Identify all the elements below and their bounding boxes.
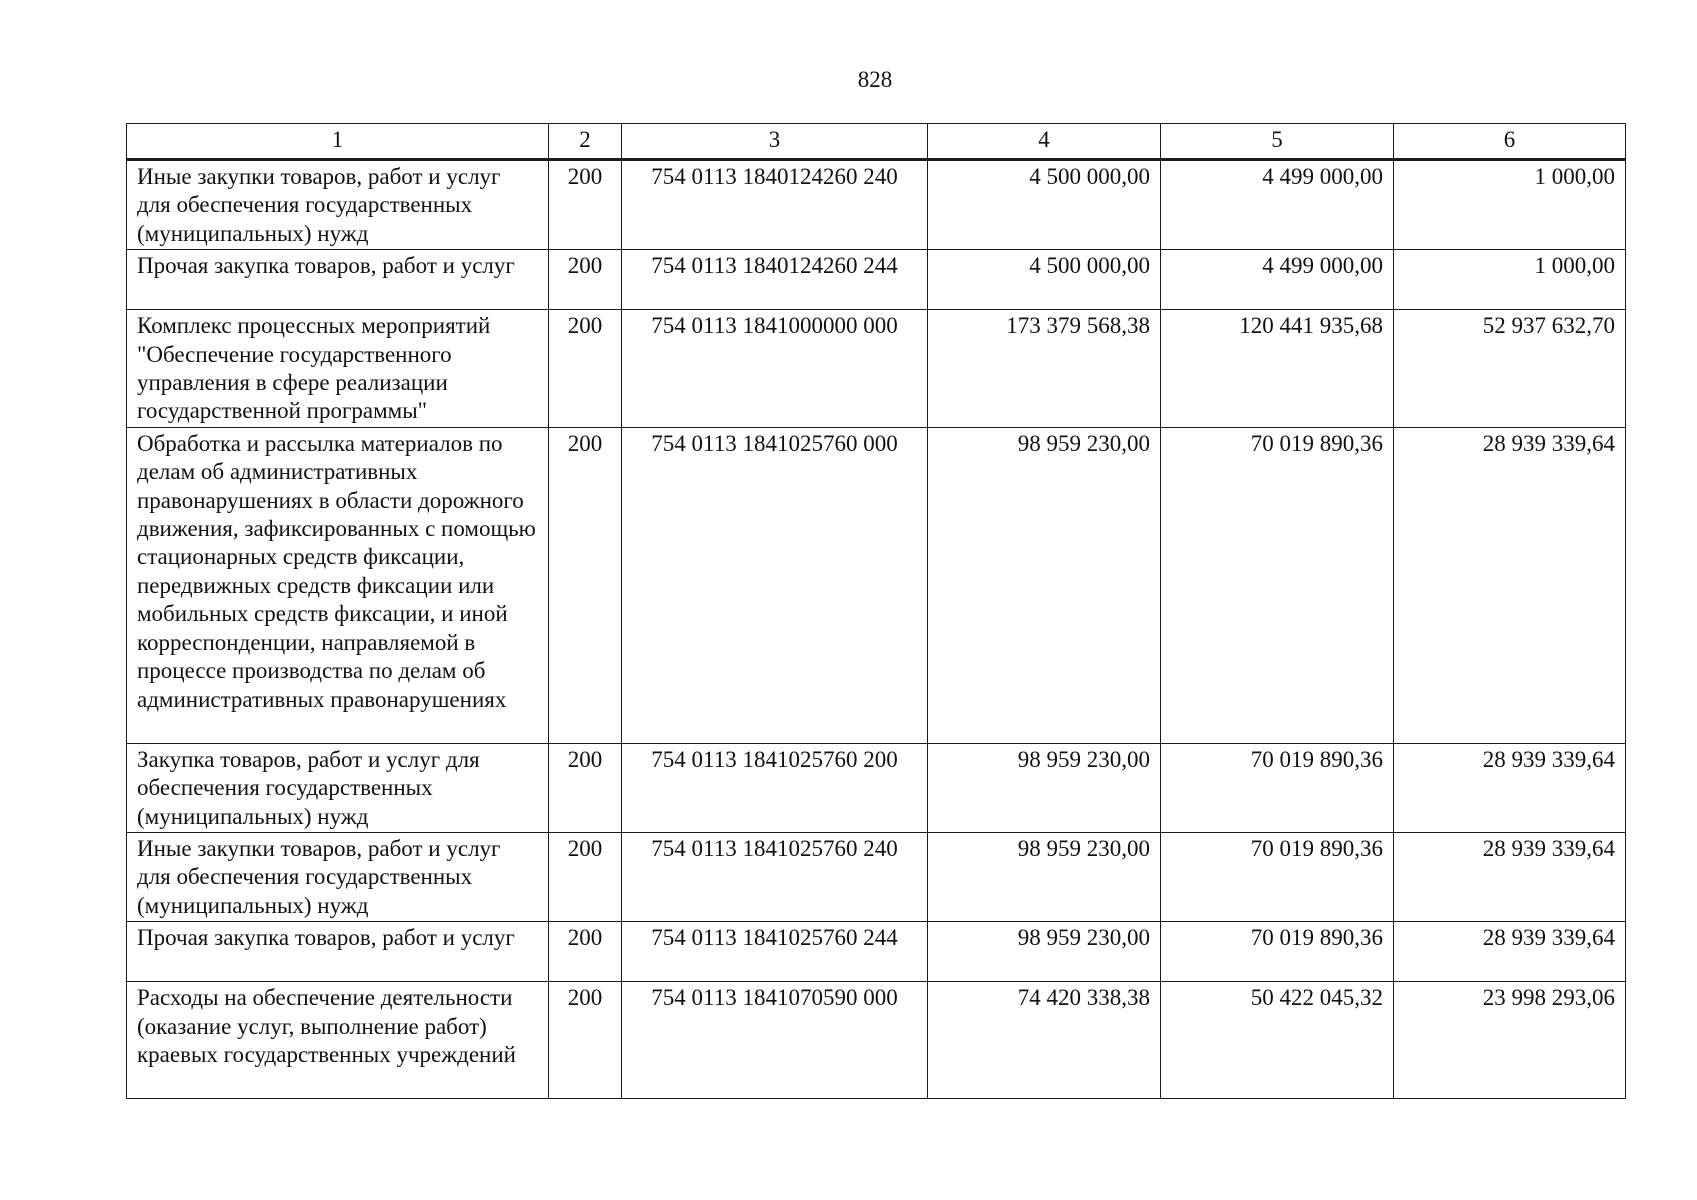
- column-header: 2: [549, 124, 622, 160]
- row-code: 754 0113 1841025760 000: [622, 427, 928, 743]
- row-value-5: 50 422 045,32: [1161, 982, 1394, 1099]
- row-value-5: 70 019 890,36: [1161, 743, 1394, 832]
- row-value-4: 98 959 230,00: [928, 743, 1161, 832]
- row-value-6: 52 937 632,70: [1394, 310, 1626, 428]
- row-value-4: 98 959 230,00: [928, 922, 1161, 982]
- column-header: 6: [1394, 124, 1626, 160]
- column-header: 1: [127, 124, 549, 160]
- row-code: 754 0113 1840124260 240: [622, 160, 928, 250]
- row-name: Иные закупки товаров, работ и услуг для обеспечения государственных (муниципальных) нужд: [127, 160, 549, 250]
- row-value-6: 28 939 339,64: [1394, 833, 1626, 922]
- row-name: Расходы на обеспечение деятельности (оказание услуг, выполнение работ) краевых государственных учреждений: [127, 982, 549, 1099]
- budget-table: [126, 123, 1626, 1099]
- column-header: 5: [1161, 124, 1394, 160]
- row-code: 754 0113 1841025760 240: [622, 833, 928, 922]
- column-header: 3: [622, 124, 928, 160]
- row-col2: 200: [549, 743, 622, 832]
- row-value-6: 28 939 339,64: [1394, 743, 1626, 832]
- row-value-4: 98 959 230,00: [928, 427, 1161, 743]
- row-value-5: 4 499 000,00: [1161, 160, 1394, 250]
- row-name: Обработка и рассылка материалов по делам об административных правонарушениях в области дорожного движения, зафиксированных с помощью стационарных средств фиксации, передвижных средств фиксации или мобильных средств фиксации, и иной корреспонденции, направляемой в процессе производства по делам об административных правонарушениях: [127, 427, 549, 743]
- row-col2: 200: [549, 427, 622, 743]
- table-row: [127, 160, 1626, 250]
- row-value-4: 74 420 338,38: [928, 982, 1161, 1099]
- column-header: 4: [928, 124, 1161, 160]
- row-code: 754 0113 1841025760 244: [622, 922, 928, 982]
- row-code: 754 0113 1841000000 000: [622, 310, 928, 428]
- row-name: Прочая закупка товаров, работ и услуг: [127, 250, 549, 310]
- row-col2: 200: [549, 982, 622, 1099]
- row-code: 754 0113 1840124260 244: [622, 250, 928, 310]
- row-value-5: 4 499 000,00: [1161, 250, 1394, 310]
- row-name: Комплекс процессных мероприятий "Обеспечение государственного управления в сфере реализации государственной программы": [127, 310, 549, 428]
- table-row: [127, 310, 1626, 428]
- row-value-6: 23 998 293,06: [1394, 982, 1626, 1099]
- row-name: Прочая закупка товаров, работ и услуг: [127, 922, 549, 982]
- row-value-4: 4 500 000,00: [928, 160, 1161, 250]
- table-row: [127, 250, 1626, 310]
- row-col2: 200: [549, 922, 622, 982]
- row-code: 754 0113 1841025760 200: [622, 743, 928, 832]
- row-value-6: 1 000,00: [1394, 160, 1626, 250]
- table-row: [127, 427, 1626, 743]
- row-value-5: 120 441 935,68: [1161, 310, 1394, 428]
- row-value-4: 173 379 568,38: [928, 310, 1161, 428]
- row-code: 754 0113 1841070590 000: [622, 982, 928, 1099]
- row-value-4: 98 959 230,00: [928, 833, 1161, 922]
- row-value-6: 28 939 339,64: [1394, 922, 1626, 982]
- table-row: [127, 922, 1626, 982]
- table-row: [127, 833, 1626, 922]
- row-col2: 200: [549, 310, 622, 428]
- row-col2: 200: [549, 250, 622, 310]
- row-value-6: 1 000,00: [1394, 250, 1626, 310]
- row-value-5: 70 019 890,36: [1161, 833, 1394, 922]
- table-header-row: [127, 124, 1626, 160]
- row-value-5: 70 019 890,36: [1161, 427, 1394, 743]
- row-col2: 200: [549, 160, 622, 250]
- row-col2: 200: [549, 833, 622, 922]
- row-name: Закупка товаров, работ и услуг для обеспечения государственных (муниципальных) нужд: [127, 743, 549, 832]
- row-value-6: 28 939 339,64: [1394, 427, 1626, 743]
- row-value-4: 4 500 000,00: [928, 250, 1161, 310]
- table-row: [127, 743, 1626, 832]
- row-name: Иные закупки товаров, работ и услуг для обеспечения государственных (муниципальных) нужд: [127, 833, 549, 922]
- row-value-5: 70 019 890,36: [1161, 922, 1394, 982]
- table-row: [127, 982, 1626, 1099]
- page-number: 828: [857, 67, 893, 92]
